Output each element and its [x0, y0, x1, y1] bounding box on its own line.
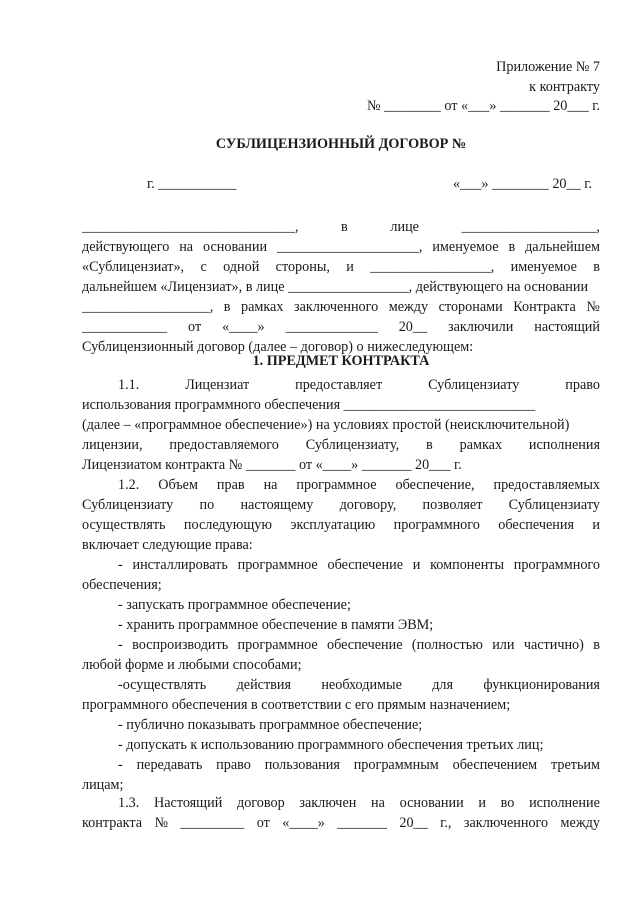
word: и [346, 259, 354, 275]
word: - хранить программное обеспечение в памяти ЭВМ; [118, 617, 434, 633]
word: передавать [136, 757, 203, 773]
word: и [478, 795, 486, 811]
word: или [492, 637, 515, 653]
rights-list-item [118, 636, 600, 654]
word: на [179, 239, 194, 255]
word: исполнения [528, 437, 600, 453]
word: Настоящий [153, 795, 223, 811]
word: Контракта [513, 299, 576, 315]
word: - допускать к использованию программного обеспечения третьих лиц; [118, 737, 544, 753]
word: _________________, [370, 259, 495, 275]
word: любой форме и любыми способами; [82, 657, 302, 673]
word: обеспечения; [82, 577, 162, 593]
word: от [256, 815, 270, 831]
rights-list-item [82, 656, 600, 674]
date-field: «___» ________ 20__ г. [453, 176, 592, 192]
preamble-line [82, 218, 600, 236]
word: контракта [82, 815, 142, 831]
word: между [388, 299, 429, 315]
word: программное [237, 557, 318, 573]
rights-list-item [82, 776, 600, 794]
word: предоставляемых [493, 477, 600, 493]
rights-list-item [118, 716, 600, 734]
word: программным [353, 757, 439, 773]
word: во [500, 795, 515, 811]
rights-list-item [118, 676, 600, 694]
word: в [508, 239, 516, 255]
word: сторонами [438, 299, 503, 315]
clause-1-3-line [118, 794, 600, 812]
rights-list-item [118, 616, 600, 634]
word: в [426, 437, 433, 453]
word: компоненты [430, 557, 505, 573]
clause-1-1-line [118, 376, 600, 394]
rights-list-item [118, 756, 600, 774]
word: на [263, 477, 278, 493]
word: _________ [180, 815, 245, 831]
word: с [200, 259, 207, 275]
clause-1-2-line [82, 516, 600, 534]
word: использования программного обеспечения ___________________________ [82, 397, 536, 413]
word: - [118, 637, 123, 653]
word: - [118, 557, 123, 573]
word: дальнейшем «Лицензиат», в лице _________________, действующего на основании [82, 279, 589, 295]
word: настоящему [240, 497, 314, 513]
word: для [432, 677, 454, 693]
word: прав [216, 477, 245, 493]
word: заключенного [463, 815, 549, 831]
word: по [199, 497, 215, 513]
word: в [593, 259, 600, 275]
word: Лицензиат [185, 377, 250, 393]
word: между [560, 815, 600, 831]
word: № [154, 815, 168, 831]
word: одной [223, 259, 260, 275]
word: лицам; [82, 777, 124, 793]
word: Объем [158, 477, 198, 493]
preamble-line [82, 318, 600, 336]
preamble-line [82, 278, 600, 296]
word: в [593, 637, 600, 653]
section-heading: 1. ПРЕДМЕТ КОНТРАКТА [252, 353, 430, 369]
word: предоставляет [295, 377, 383, 393]
word: именуемое [432, 239, 499, 255]
word: действия [236, 677, 292, 693]
word: обеспечением [452, 757, 538, 773]
word: необходимые [321, 677, 402, 693]
word: г., [440, 815, 452, 831]
word: программное [237, 637, 318, 653]
word: рамках [241, 299, 284, 315]
word: и [592, 517, 600, 533]
word: эксплуатацию [290, 517, 376, 533]
word: 20__ [398, 319, 428, 335]
word: включает следующие права: [82, 537, 253, 553]
word: лице [390, 219, 419, 235]
word: 1.1. [118, 377, 140, 393]
word: рамках [459, 437, 503, 453]
rights-list-item [82, 576, 600, 594]
word: программное [296, 477, 377, 493]
word: частично) [523, 637, 584, 653]
word: обеспечение [327, 557, 404, 573]
word: стороны, [275, 259, 330, 275]
word: обеспечения [498, 517, 574, 533]
word: именуемое [510, 259, 577, 275]
word: последующую [183, 517, 272, 533]
word: Сублицензиату [428, 377, 520, 393]
clause-1-1-line [82, 456, 600, 474]
word: (далее – «программное обеспечение») на условиях простой (неисключительной) [82, 417, 570, 433]
word: пользования [264, 757, 340, 773]
word: - публично показывать программное обеспечение; [118, 717, 423, 733]
word: заключен [299, 795, 357, 811]
word: заключили [448, 319, 514, 335]
rights-list-item [82, 696, 600, 714]
word: № [586, 299, 600, 315]
word: 1.3. [118, 795, 140, 811]
city-field: г. ___________ [147, 176, 237, 192]
preamble-line [82, 258, 600, 276]
word: «____» [282, 815, 325, 831]
word: (полностью [411, 637, 483, 653]
word: исполнение [529, 795, 600, 811]
word: право [565, 377, 600, 393]
clause-1-3-line [82, 814, 600, 832]
word: ____________ [82, 319, 168, 335]
word: договор [237, 795, 285, 811]
word: 20__ [399, 815, 428, 831]
word: осуществлять [82, 517, 166, 533]
word: договору, [339, 497, 397, 513]
clause-1-1-line [82, 396, 600, 414]
word: обеспечение, [395, 477, 475, 493]
word: заключенного [293, 299, 379, 315]
word: в [341, 219, 348, 235]
word: программного обеспечения в соответствии с его прямым назначением; [82, 697, 511, 713]
rights-list-item [118, 556, 600, 574]
word: в [223, 299, 231, 315]
word: функционирования [483, 677, 600, 693]
word: действующего [82, 239, 170, 255]
word: - [118, 757, 123, 773]
word: _____________ [285, 319, 378, 335]
word: от [188, 319, 202, 335]
word: -осуществлять [118, 677, 207, 693]
word: 1.2. [118, 477, 140, 493]
word: и [412, 557, 421, 573]
document-title: СУБЛИЦЕНЗИОННЫЙ ДОГОВОР № [215, 136, 467, 152]
word: предоставляемого [169, 437, 279, 453]
word: «Сублицензиат», [82, 259, 185, 275]
word: настоящий [534, 319, 600, 335]
annex-number: Приложение № 7 [496, 59, 600, 75]
word: третьим [550, 757, 600, 773]
clause-1-2-line [82, 536, 600, 554]
word: Сублицензиату [82, 497, 174, 513]
clause-1-2-line [118, 476, 600, 494]
word: инсталлировать [132, 557, 228, 573]
word: дальнейшем [525, 239, 600, 255]
word: Лицензиатом контракта № _______ от «____» _______ 20___ г. [82, 457, 462, 473]
preamble-line [82, 238, 600, 256]
word: на [371, 795, 385, 811]
clause-1-1-line [82, 416, 600, 434]
word: «____» [222, 319, 265, 335]
word: ______________________________, [82, 219, 299, 235]
word: воспроизводить [132, 637, 229, 653]
clause-1-2-line [82, 496, 600, 514]
word: Сублицензиату, [305, 437, 400, 453]
word: основании [399, 795, 464, 811]
word: ___________________, [461, 219, 600, 235]
word: __________________, [82, 299, 214, 315]
preamble-line [82, 298, 600, 316]
clause-1-1-line [82, 436, 600, 454]
word: _______ [337, 815, 387, 831]
word: ____________________, [276, 239, 423, 255]
word: программного [393, 517, 480, 533]
word: Сублицензионный договор (далее – договор) о нижеследующем: [82, 339, 474, 355]
rights-list-item [118, 736, 600, 754]
word: позволяет [422, 497, 483, 513]
word: Сублицензиату [508, 497, 600, 513]
word: обеспечение [327, 637, 403, 653]
word: право [216, 757, 251, 773]
annex-contract-reference: № ________ от «___» _______ 20___ г. [366, 98, 600, 114]
word: основании [203, 239, 268, 255]
word: лицензии, [82, 437, 143, 453]
annex-to-contract: к контракту [529, 79, 600, 95]
word: - запускать программное обеспечение; [118, 597, 351, 613]
rights-list-item [118, 596, 600, 614]
word: программного [513, 557, 600, 573]
